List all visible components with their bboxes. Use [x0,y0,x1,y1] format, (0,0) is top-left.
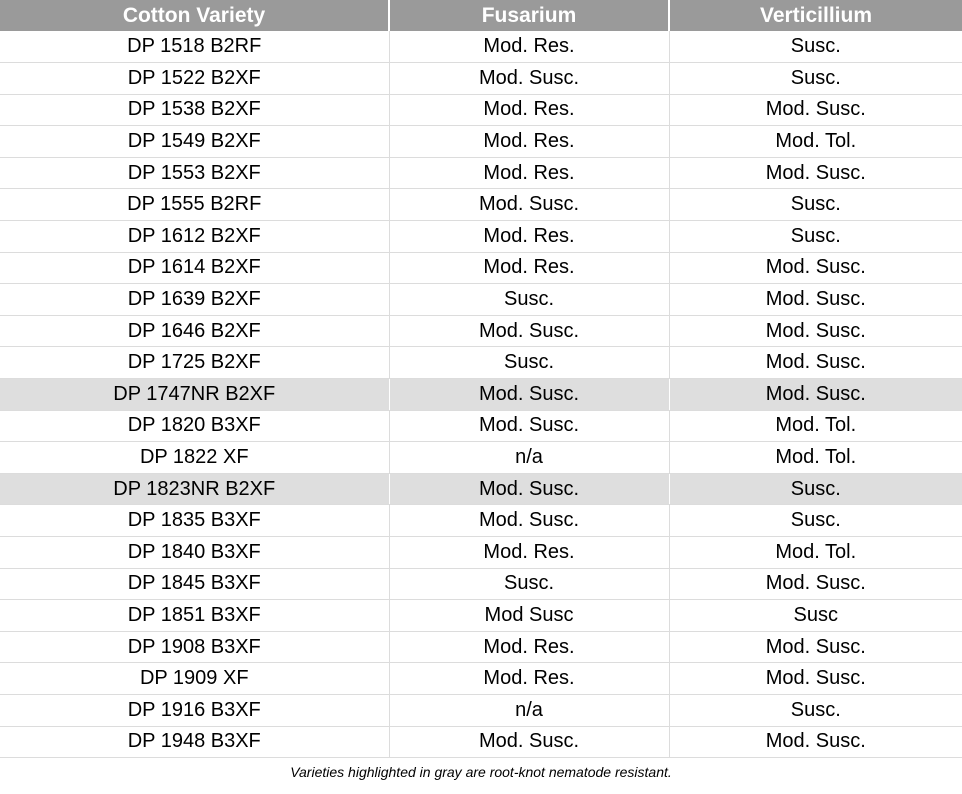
verticillium-cell: Mod. Susc. [669,94,962,126]
verticillium-cell: Mod. Tol. [669,126,962,158]
fusarium-cell: Susc. [389,347,669,379]
variety-cell: DP 1851 B3XF [0,600,389,632]
table-row [0,694,962,726]
verticillium-cell: Mod. Susc. [669,252,962,284]
fusarium-cell: Mod. Susc. [389,315,669,347]
table-row [0,537,962,569]
fusarium-cell: Susc. [389,568,669,600]
fusarium-cell: n/a [389,694,669,726]
fusarium-cell: Mod. Res. [389,31,669,63]
variety-cell: DP 1909 XF [0,663,389,695]
verticillium-cell: Susc. [669,694,962,726]
verticillium-cell: Mod. Susc. [669,157,962,189]
verticillium-cell: Mod. Tol. [669,410,962,442]
table-row [0,568,962,600]
variety-cell: DP 1822 XF [0,442,389,474]
verticillium-cell: Mod. Tol. [669,442,962,474]
verticillium-cell: Mod. Susc. [669,284,962,316]
variety-cell: DP 1835 B3XF [0,505,389,537]
verticillium-cell: Susc [669,600,962,632]
table-row [0,410,962,442]
table-row [0,157,962,189]
verticillium-cell: Mod. Susc. [669,347,962,379]
table-row [0,442,962,474]
variety-cell: DP 1747NR B2XF [0,379,389,411]
table-row [0,94,962,126]
fusarium-cell: n/a [389,442,669,474]
fusarium-cell: Mod. Res. [389,94,669,126]
fusarium-cell: Mod. Res. [389,631,669,663]
fusarium-cell: Mod. Susc. [389,63,669,95]
fusarium-cell: Mod. Res. [389,126,669,158]
verticillium-cell: Mod. Susc. [669,568,962,600]
variety-cell: DP 1518 B2RF [0,31,389,63]
variety-cell: DP 1916 B3XF [0,694,389,726]
header-fusarium: Fusarium [389,0,669,31]
verticillium-cell: Susc. [669,189,962,221]
header-verticillium: Verticillium [669,0,962,31]
variety-cell: DP 1948 B3XF [0,726,389,758]
fusarium-cell: Mod. Res. [389,537,669,569]
table-row [0,126,962,158]
table-row [0,505,962,537]
table-row [0,221,962,253]
table-row [0,473,962,505]
verticillium-cell: Susc. [669,221,962,253]
table-row [0,726,962,758]
fusarium-cell: Mod. Res. [389,157,669,189]
variety-cell: DP 1840 B3XF [0,537,389,569]
table-body [0,31,962,758]
fusarium-cell: Mod. Susc. [389,473,669,505]
table-row [0,252,962,284]
table-row [0,31,962,63]
table-caption: Varieties highlighted in gray are root-knot nematode resistant. [290,764,672,780]
fusarium-cell: Mod. Susc. [389,726,669,758]
variety-cell: DP 1553 B2XF [0,157,389,189]
verticillium-cell: Mod. Susc. [669,663,962,695]
table-row [0,284,962,316]
variety-cell: DP 1823NR B2XF [0,473,389,505]
variety-cell: DP 1908 B3XF [0,631,389,663]
variety-cell: DP 1820 B3XF [0,410,389,442]
verticillium-cell: Mod. Tol. [669,537,962,569]
variety-cell: DP 1639 B2XF [0,284,389,316]
table-row [0,63,962,95]
fusarium-cell: Mod. Susc. [389,505,669,537]
fusarium-cell: Mod. Susc. [389,189,669,221]
verticillium-cell: Mod. Susc. [669,379,962,411]
variety-cell: DP 1555 B2RF [0,189,389,221]
header-row [0,0,962,31]
variety-cell: DP 1549 B2XF [0,126,389,158]
table-row [0,189,962,221]
fusarium-cell: Mod. Res. [389,663,669,695]
verticillium-cell: Susc. [669,505,962,537]
table-row [0,315,962,347]
variety-cell: DP 1646 B2XF [0,315,389,347]
variety-cell: DP 1845 B3XF [0,568,389,600]
fusarium-cell: Mod. Res. [389,252,669,284]
table-row [0,379,962,411]
variety-cell: DP 1538 B2XF [0,94,389,126]
table-row [0,663,962,695]
fusarium-cell: Mod. Susc. [389,410,669,442]
variety-cell: DP 1614 B2XF [0,252,389,284]
verticillium-cell: Susc. [669,31,962,63]
table-row [0,600,962,632]
verticillium-cell: Susc. [669,473,962,505]
verticillium-cell: Mod. Susc. [669,726,962,758]
variety-cell: DP 1522 B2XF [0,63,389,95]
variety-cell: DP 1725 B2XF [0,347,389,379]
fusarium-cell: Mod Susc [389,600,669,632]
header-cotton-variety: Cotton Variety [0,0,389,31]
verticillium-cell: Mod. Susc. [669,315,962,347]
variety-cell: DP 1612 B2XF [0,221,389,253]
fusarium-cell: Mod. Susc. [389,379,669,411]
verticillium-cell: Mod. Susc. [669,631,962,663]
fusarium-cell: Mod. Res. [389,221,669,253]
verticillium-cell: Susc. [669,63,962,95]
table-row [0,347,962,379]
table-row [0,631,962,663]
fusarium-cell: Susc. [389,284,669,316]
